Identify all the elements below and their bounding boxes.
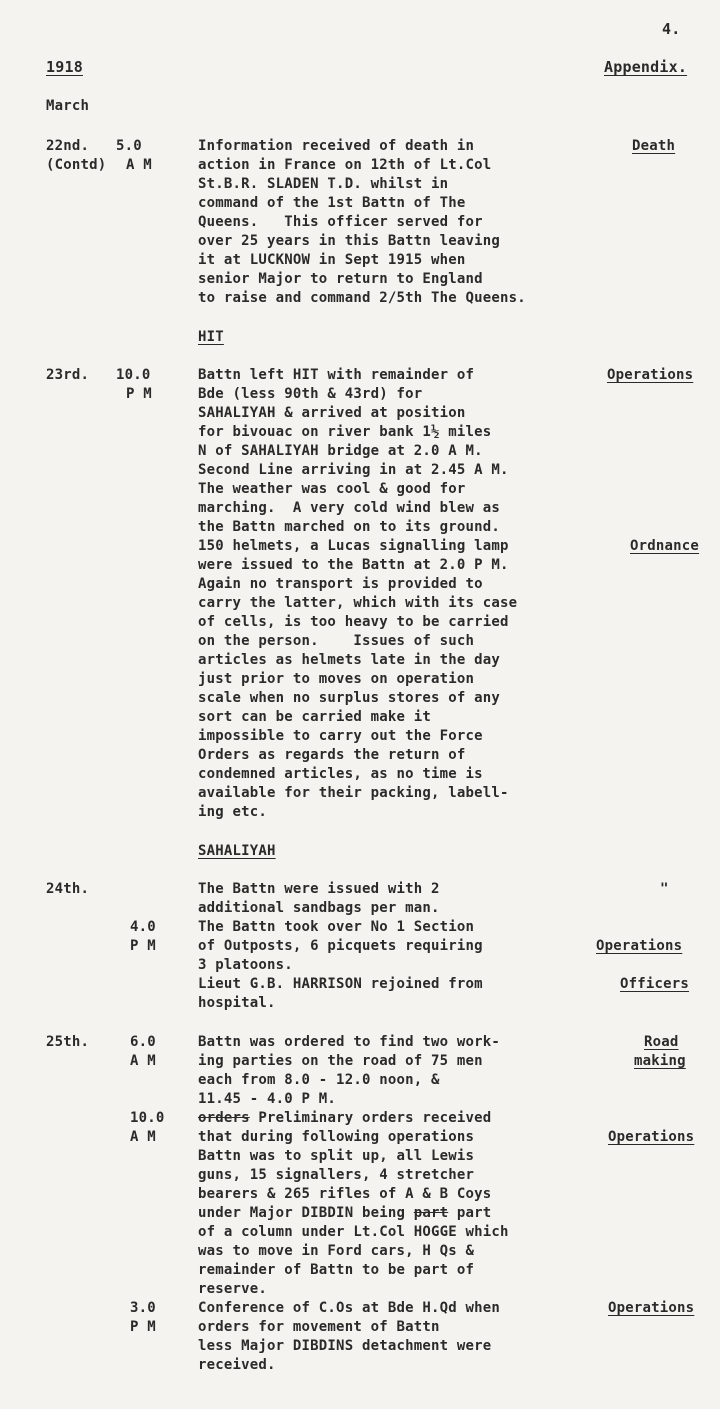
entry-ampm: P M [130,1319,156,1335]
text-line: Lieut G.B. HARRISON rejoined from [198,976,483,992]
margin-note: Operations [608,1129,695,1145]
text-fragment: part [448,1205,492,1221]
text-line: Again no transport is provided to [198,576,483,592]
text-line: guns, 15 signallers, 4 stretcher [198,1167,475,1183]
text-line: received. [198,1357,276,1373]
text-line: Bde (less 90th & 43rd) for [198,386,423,402]
text-line: action in France on 12th of Lt.Col [198,157,492,173]
text-line: Second Line arriving in at 2.45 A M. [198,462,509,478]
entry-date: 22nd. [46,138,90,154]
text-line: SAHALIYAH & arrived at position [198,405,466,421]
entry-time: 5.0 [116,138,142,154]
text-line [198,1109,638,1128]
margin-note: Operations [608,1300,695,1316]
text-line: 11.45 - 4.0 P M. [198,1091,337,1107]
text-line: senior Major to return to England [198,271,483,287]
text-line: additional sandbags per man. [198,900,440,916]
text-line: scale when no surplus stores of any [198,690,501,706]
text-line: The Battn were issued with 2 [198,881,440,897]
text-line: St.B.R. SLADEN T.D. whilst in [198,176,449,192]
entry-text [198,1033,638,1375]
margin-note: Ordnance [630,538,700,554]
text-line: available for their packing, labell- [198,785,509,801]
entry-time: 3.0 [130,1300,156,1316]
text-line: were issued to the Battn at 2.0 P M. [198,557,509,573]
text-line: Queens. This officer served for [198,214,483,230]
text-line: articles as helmets late in the day [198,652,501,668]
margin-note: Road [644,1034,679,1050]
entry-time: 4.0 [130,919,156,935]
margin-note: " [660,881,669,897]
text-line: ing etc. [198,804,268,820]
text-line: condemned articles, as no time is [198,766,483,782]
entry-text [198,137,638,308]
text-line: 150 helmets, a Lucas signalling lamp [198,538,509,554]
margin-note: Operations [607,367,694,383]
text-fragment: Preliminary orders received [249,1110,492,1126]
text-line: Conference of C.Os at Bde H.Qd when [198,1300,501,1316]
text-line [198,1204,638,1223]
text-line: over 25 years in this Battn leaving [198,233,501,249]
month-label: March [46,98,90,114]
text-line: sort can be carried make it [198,709,431,725]
entry-ampm: A M [130,1053,156,1069]
text-line: just prior to moves on operation [198,671,475,687]
text-line: that during following operations [198,1129,475,1145]
text-line: 3 platoons. [198,957,293,973]
entry-contd: (Contd) [46,157,107,173]
year-heading: 1918 [46,58,83,76]
page-number: 4. [662,20,681,38]
text-line: N of SAHALIYAH bridge at 2.0 A M. [198,443,483,459]
text-line: hospital. [198,995,276,1011]
entry-ampm: P M [130,938,156,954]
place-heading: HIT [198,329,224,345]
text-fragment: under Major DIBDIN being [198,1205,414,1221]
text-line: marching. A very cold wind blew as [198,500,501,516]
entry-text [198,880,638,1013]
text-line: The weather was cool & good for [198,481,466,497]
entry-ampm: A M [126,157,152,173]
margin-note: Death [632,138,676,154]
entry-time: 6.0 [130,1034,156,1050]
text-line: Information received of death in [198,138,475,154]
text-line: of Outposts, 6 picquets requiring [198,938,483,954]
text-line: orders for movement of Battn [198,1319,440,1335]
text-line: the Battn marched on to its ground. [198,519,501,535]
text-line: of a column under Lt.Col HOGGE which [198,1224,509,1240]
text-line: of cells, is too heavy to be carried [198,614,509,630]
text-line: command of the 1st Battn of The [198,195,466,211]
text-line: Battn was to split up, all Lewis [198,1148,475,1164]
entry-time: 10.0 [130,1110,165,1126]
entry-ampm: A M [130,1129,156,1145]
place-heading: SAHALIYAH [198,843,276,859]
text-line: impossible to carry out the Force [198,728,483,744]
text-line: ing parties on the road of 75 men [198,1053,483,1069]
text-line: The Battn took over No 1 Section [198,919,475,935]
text-line: Battn left HIT with remainder of [198,367,475,383]
text-line: each from 8.0 - 12.0 noon, & [198,1072,440,1088]
entry-date: 24th. [46,881,90,897]
text-line: reserve. [198,1281,268,1297]
entry-date: 23rd. [46,367,90,383]
text-line: was to move in Ford cars, H Qs & [198,1243,475,1259]
entry-time: 10.0 [116,367,151,383]
text-line: to raise and command 2/5th The Queens. [198,290,526,306]
appendix-heading: Appendix. [604,58,688,76]
struck-word: part [413,1205,449,1221]
entry-date: 25th. [46,1034,90,1050]
text-line: for bivouac on river bank 1½ miles [198,424,492,440]
text-line: Battn was ordered to find two work- [198,1034,501,1050]
entry-text [198,366,638,822]
margin-note: Operations [596,938,683,954]
margin-note: making [634,1053,686,1069]
struck-word: orders [198,1110,250,1126]
entry-ampm: P M [126,386,152,402]
text-line: carry the latter, which with its case [198,595,518,611]
text-line: it at LUCKNOW in Sept 1915 when [198,252,466,268]
text-line: on the person. Issues of such [198,633,475,649]
text-line: remainder of Battn to be part of [198,1262,475,1278]
text-line: bearers & 265 rifles of A & B Coys [198,1186,492,1202]
text-line: less Major DIBDINS detachment were [198,1338,492,1354]
margin-note: Officers [620,976,690,992]
text-line: Orders as regards the return of [198,747,466,763]
